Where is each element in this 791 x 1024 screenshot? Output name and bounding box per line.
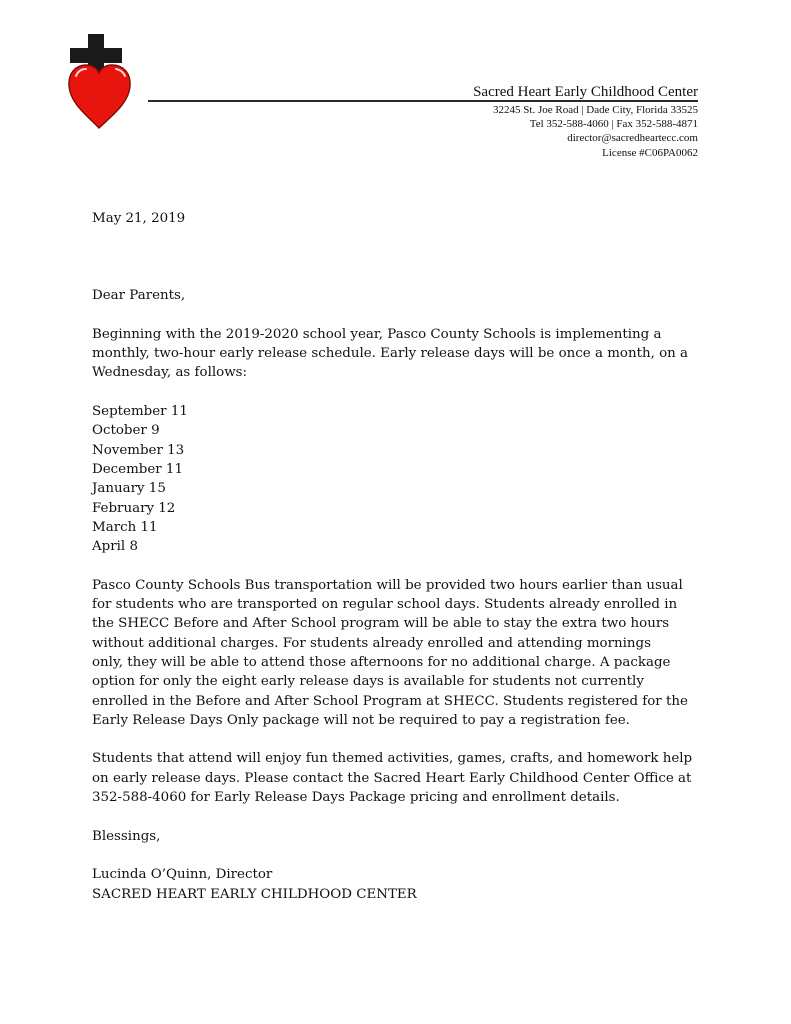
date-item: March 11 <box>92 519 158 535</box>
date-item: November 13 <box>92 442 185 458</box>
date-item: October 9 <box>92 423 160 439</box>
date-item: December 11 <box>92 461 183 477</box>
activities-paragraph <box>92 749 712 807</box>
text-line: Pasco County Schools Bus transportation will be provided two hours earlier than usual <box>92 577 683 593</box>
text-line: option for only the eight early release days is available for students not currently <box>92 674 644 690</box>
signer-org: SACRED HEART EARLY CHILDHOOD CENTER <box>92 886 417 902</box>
salutation: Dear Parents, <box>92 288 186 304</box>
signer-name: Lucinda O’Quinn, Director <box>92 867 273 883</box>
text-line: 352-588-4060 for Early Release Days Package pricing and enrollment details. <box>92 790 620 806</box>
email: director@sacredheartecc.com <box>567 132 698 145</box>
early-release-dates-list <box>92 402 712 556</box>
cross-heart-logo-icon <box>66 34 160 130</box>
text-line: only, they will be able to attend those afternoons for no additional charge. A package <box>92 654 671 670</box>
heart-shape <box>69 65 130 128</box>
license: License #C06PA0062 <box>602 146 698 159</box>
phone-fax: Tel 352-588-4060 | Fax 352-588-4871 <box>529 118 698 131</box>
text-line: Students that attend will enjoy fun themed activities, games, crafts, and homework help <box>92 751 693 767</box>
org-name: Sacred Heart Early Childhood Center <box>473 84 698 100</box>
text-line: on early release days. Please contact the Sacred Heart Early Childhood Center Office at <box>92 770 692 786</box>
logo-graphic <box>66 34 160 130</box>
letter-date: May 21, 2019 <box>92 211 186 226</box>
text-line: for students who are transported on regular school days. Students already enrolled in <box>92 597 678 613</box>
date-item: April 8 <box>92 539 138 555</box>
transport-paragraph <box>92 576 712 730</box>
text-line: monthly, two-hour early release schedule. Early release days will be once a month, on a <box>92 346 689 362</box>
text-line: Early Release Days Only package will not be required to pay a registration fee. <box>92 712 630 728</box>
text-line: Beginning with the 2019-2020 school year, Pasco County Schools is implementing a <box>92 326 662 342</box>
header-divider <box>148 100 698 102</box>
date-item: February 12 <box>92 500 176 516</box>
address: 32245 St. Joe Road | Dade City, Florida 33525 <box>493 104 698 116</box>
date-item: January 15 <box>92 481 166 497</box>
intro-paragraph <box>92 325 712 383</box>
cross-horizontal-bar <box>70 48 122 63</box>
closing: Blessings, <box>92 828 161 844</box>
contact-block <box>493 103 698 160</box>
text-line: without additional charges. For students already enrolled and attending mornings <box>92 635 651 651</box>
letter-body <box>92 209 712 904</box>
text-line: Wednesday, as follows: <box>92 365 248 381</box>
date-item: September 11 <box>92 404 188 420</box>
text-line: the SHECC Before and After School program will be able to stay the extra two hours <box>92 616 670 632</box>
text-line: enrolled in the Before and After School Program at SHECC. Students registered for the <box>92 693 688 709</box>
